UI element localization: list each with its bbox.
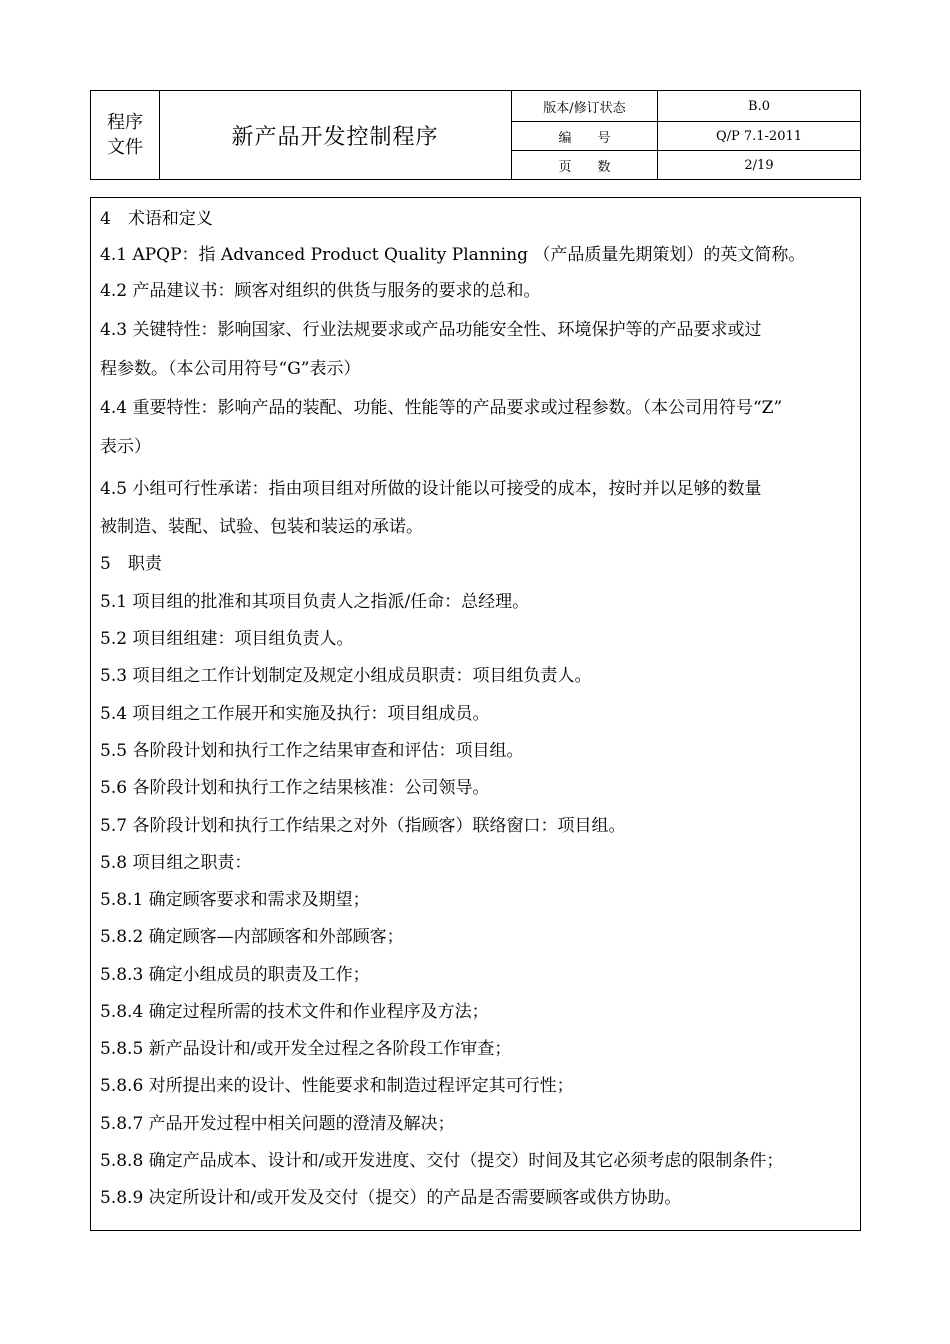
document-number-label: 编 号 [558, 130, 611, 146]
section-heading: 5 职责 [100, 554, 162, 574]
body-line: 5.4 项目组之工作展开和实施及执行：项目组成员。 [100, 704, 490, 724]
body-line: 5.2 项目组组建：项目组负责人。 [100, 629, 354, 649]
body-line: 4.1 APQP：指 Advanced Product Quality Planning （产品质量先期策划）的英文简称。 [100, 245, 806, 265]
body-line: 4.3 关键特性：影响国家、行业法规要求或产品功能安全性、环境保护等的产品要求或过 [100, 320, 762, 340]
version-label: 版本/修订状态 [543, 100, 626, 116]
body-line: 5.8.2 确定顾客—内部顾客和外部顾客； [100, 927, 404, 947]
body-line: 被制造、装配、试验、包装和装运的承诺。 [100, 517, 423, 537]
body-line: 5.8.7 产品开发过程中相关问题的澄清及解决； [100, 1114, 455, 1134]
body-line: 5.5 各阶段计划和执行工作之结果审查和评估：项目组。 [100, 741, 524, 761]
document-number-value: Q/P 7.1-2011 [715, 128, 803, 144]
document-type-line2: 文件 [107, 137, 143, 158]
body-line: 5.3 项目组之工作计划制定及规定小组成员职责：项目组负责人。 [100, 666, 592, 686]
page-count-value: 2/19 [744, 157, 774, 173]
body-line: 5.6 各阶段计划和执行工作之结果核准：公司领导。 [100, 778, 490, 798]
body-line: 5.8.5 新产品设计和/或开发全过程之各阶段工作审查； [100, 1039, 512, 1059]
page-count-label: 页 数 [558, 159, 611, 175]
body-line: 5.8.1 确定顾客要求和需求及期望； [100, 890, 370, 910]
document-body [90, 197, 861, 1231]
body-line: 5.8 项目组之职责： [100, 853, 252, 873]
document-type-cell [91, 91, 159, 179]
body-line: 5.1 项目组的批准和其项目负责人之指派/任命：总经理。 [100, 592, 530, 612]
body-line: 表示） [100, 437, 151, 457]
document-title: 新产品开发控制程序 [231, 124, 439, 150]
body-line: 5.8.4 确定过程所需的技术文件和作业程序及方法； [100, 1002, 489, 1022]
body-line: 4.4 重要特性：影响产品的装配、功能、性能等的产品要求或过程参数。（本公司用符号“Z” [100, 398, 783, 418]
document-type-line1: 程序 [107, 112, 143, 133]
body-line: 4.2 产品建议书：顾客对组织的供货与服务的要求的总和。 [100, 281, 541, 301]
body-line: 5.7 各阶段计划和执行工作结果之对外（指顾客）联络窗口：项目组。 [100, 816, 626, 836]
body-line: 5.8.9 决定所设计和/或开发及交付（提交）的产品是否需要顾客或供方协助。 [100, 1188, 682, 1208]
section-heading: 4 术语和定义 [100, 209, 213, 229]
version-value: B.0 [748, 98, 770, 114]
body-line: 5.8.6 对所提出来的设计、性能要求和制造过程评定其可行性； [100, 1076, 574, 1096]
body-line: 程参数。（本公司用符号“G”表示） [100, 359, 361, 379]
body-line: 5.8.3 确定小组成员的职责及工作； [100, 965, 370, 985]
body-line: 4.5 小组可行性承诺：指由项目组对所做的设计能以可接受的成本，按时并以足够的数量 [100, 479, 762, 499]
document-header-table [90, 90, 861, 180]
body-line: 5.8.8 确定产品成本、设计和/或开发进度、交付（提交）时间及其它必须考虑的限制条件； [100, 1151, 784, 1171]
